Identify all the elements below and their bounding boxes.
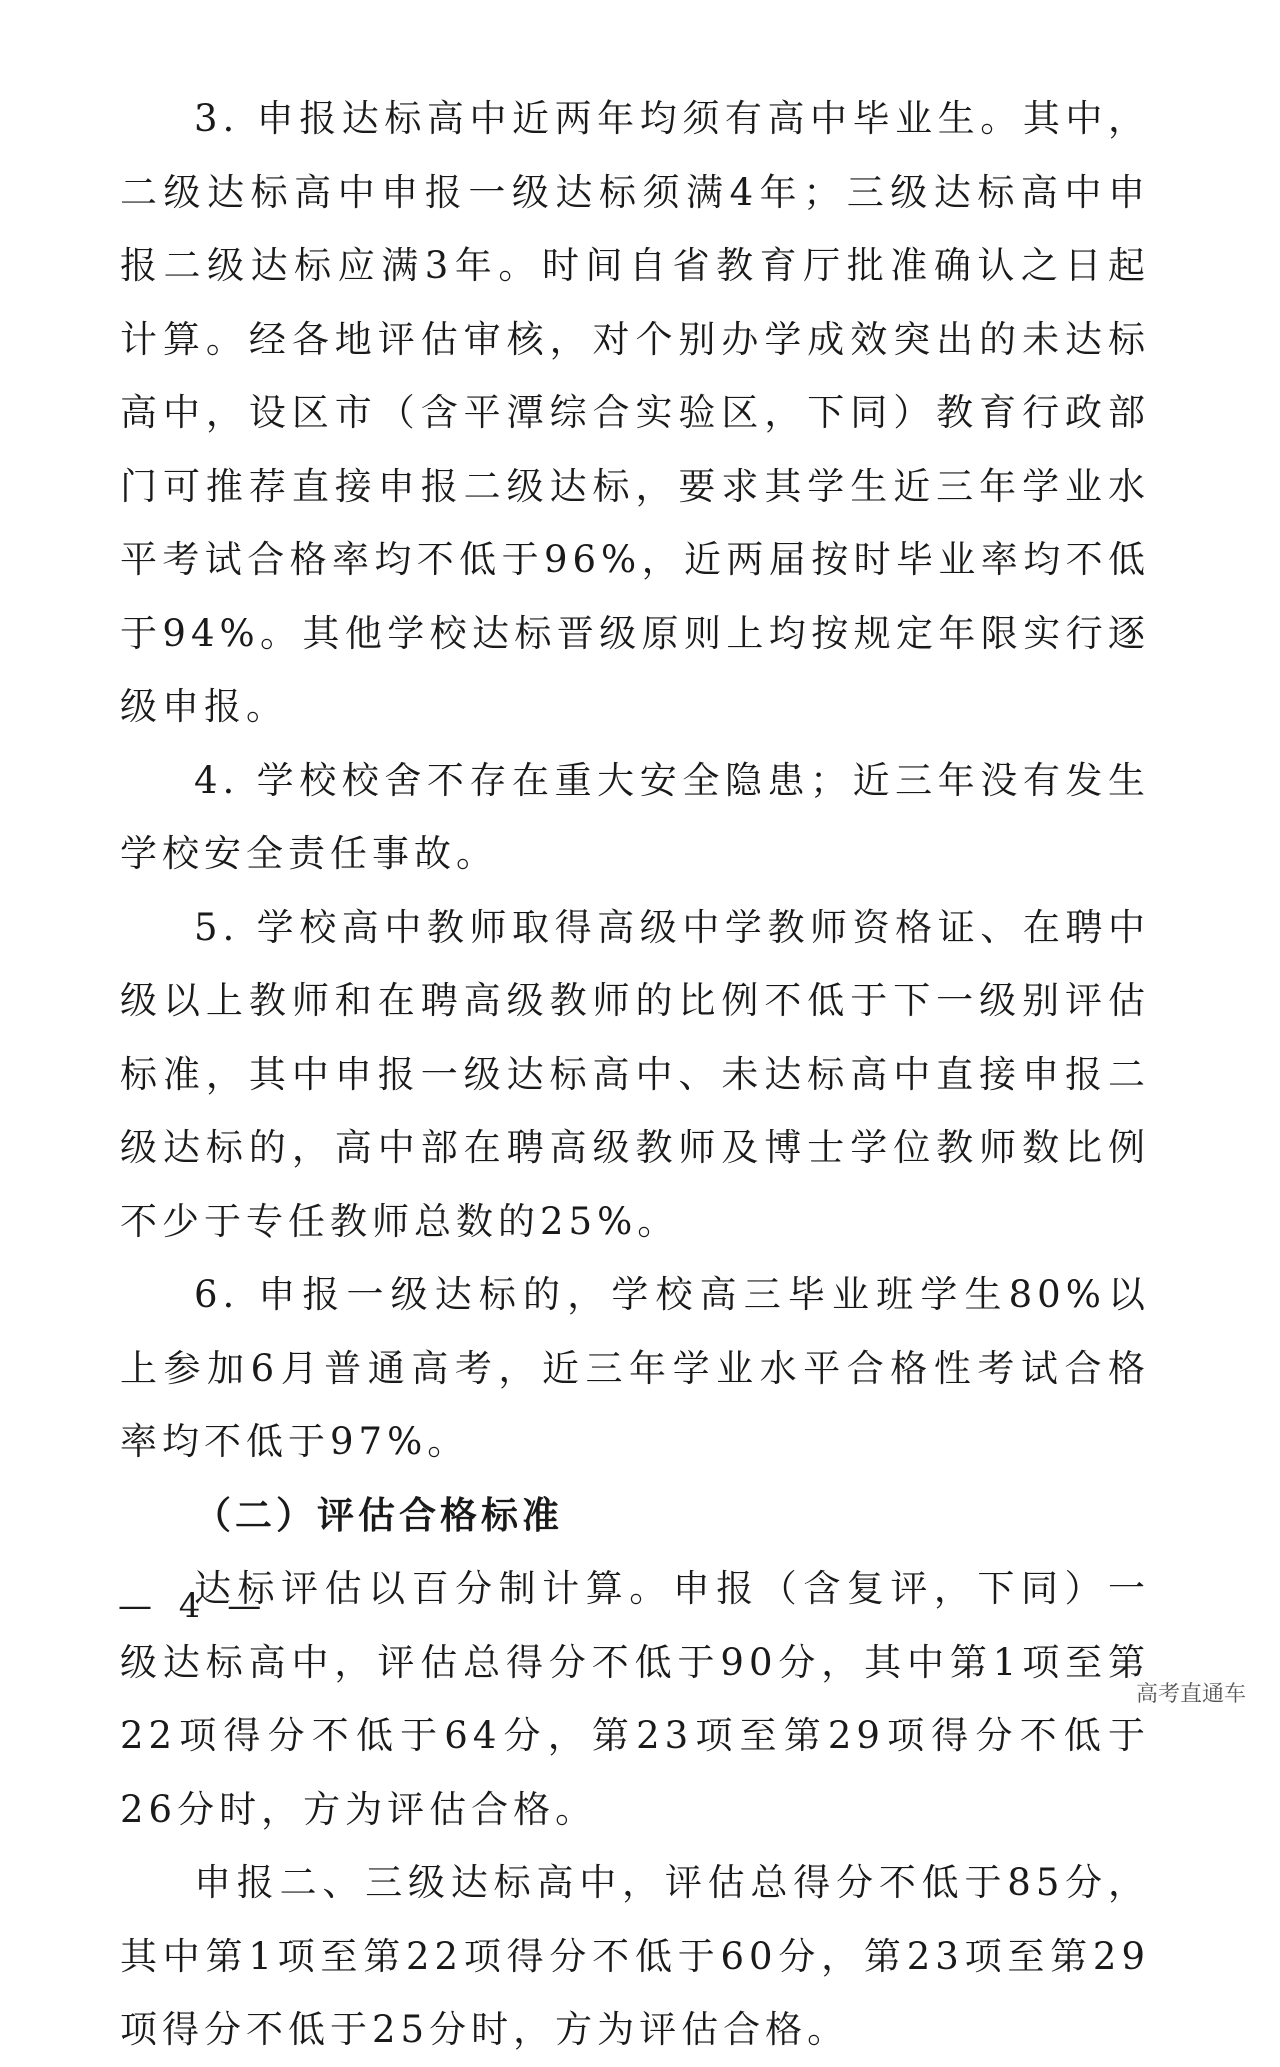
paragraph-second-third-level-standard: 申报二、三级达标高中，评估总得分不低于85分，其中第1项至第22项得分不低于60分，第23项至第29项得分不低于25分时，方为评估合格。	[120, 1861, 1150, 2051]
paragraph-item-4: 4. 学校校舍不存在重大安全隐患；近三年没有发生学校安全责任事故。	[120, 758, 1150, 875]
paragraph-item-5: 5. 学校高中教师取得高级中学教师资格证、在聘中级以上教师和在聘高级教师的比例不低于下一级别评估标准，其中申报一级达标高中、未达标高中直接申报二级达标的，高中部在聘高级教师及博士学位教师数比例不少于专任教师总数的25%。	[120, 905, 1150, 1243]
watermark-text: 高考直通车	[1135, 1682, 1246, 1707]
document-body	[120, 82, 1150, 2067]
paragraph-item-6: 6. 申报一级达标的，学校高三毕业班学生80%以上参加6月普通高考，近三年学业水平合格性考试合格率均不低于97%。	[120, 1273, 1150, 1463]
page-number: — 4 —	[118, 1586, 270, 1626]
section-heading: （二）评估合格标准	[194, 1493, 563, 1537]
paragraph-first-level-standard: 达标评估以百分制计算。申报（含复评，下同）一级达标高中，评估总得分不低于90分，其中第1项至第22项得分不低于64分，第23项至第29项得分不低于26分时，方为评估合格。	[120, 1567, 1150, 1831]
paragraph-item-3: 3. 申报达标高中近两年均须有高中毕业生。其中，二级达标高中申报一级达标须满4年；三级达标高中申报二级达标应满3年。时间自省教育厅批准确认之日起计算。经各地评估审核，对个别办学成效突出的未达标高中，设区市（含平潭综合实验区，下同）教育行政部门可推荐直接申报二级达标，要求其学生近三年学业水平考试合格率均不低于96%，近两届按时毕业率均不低于94%。其他学校达标晋级原则上均按规定年限实行逐级申报。	[120, 97, 1150, 728]
